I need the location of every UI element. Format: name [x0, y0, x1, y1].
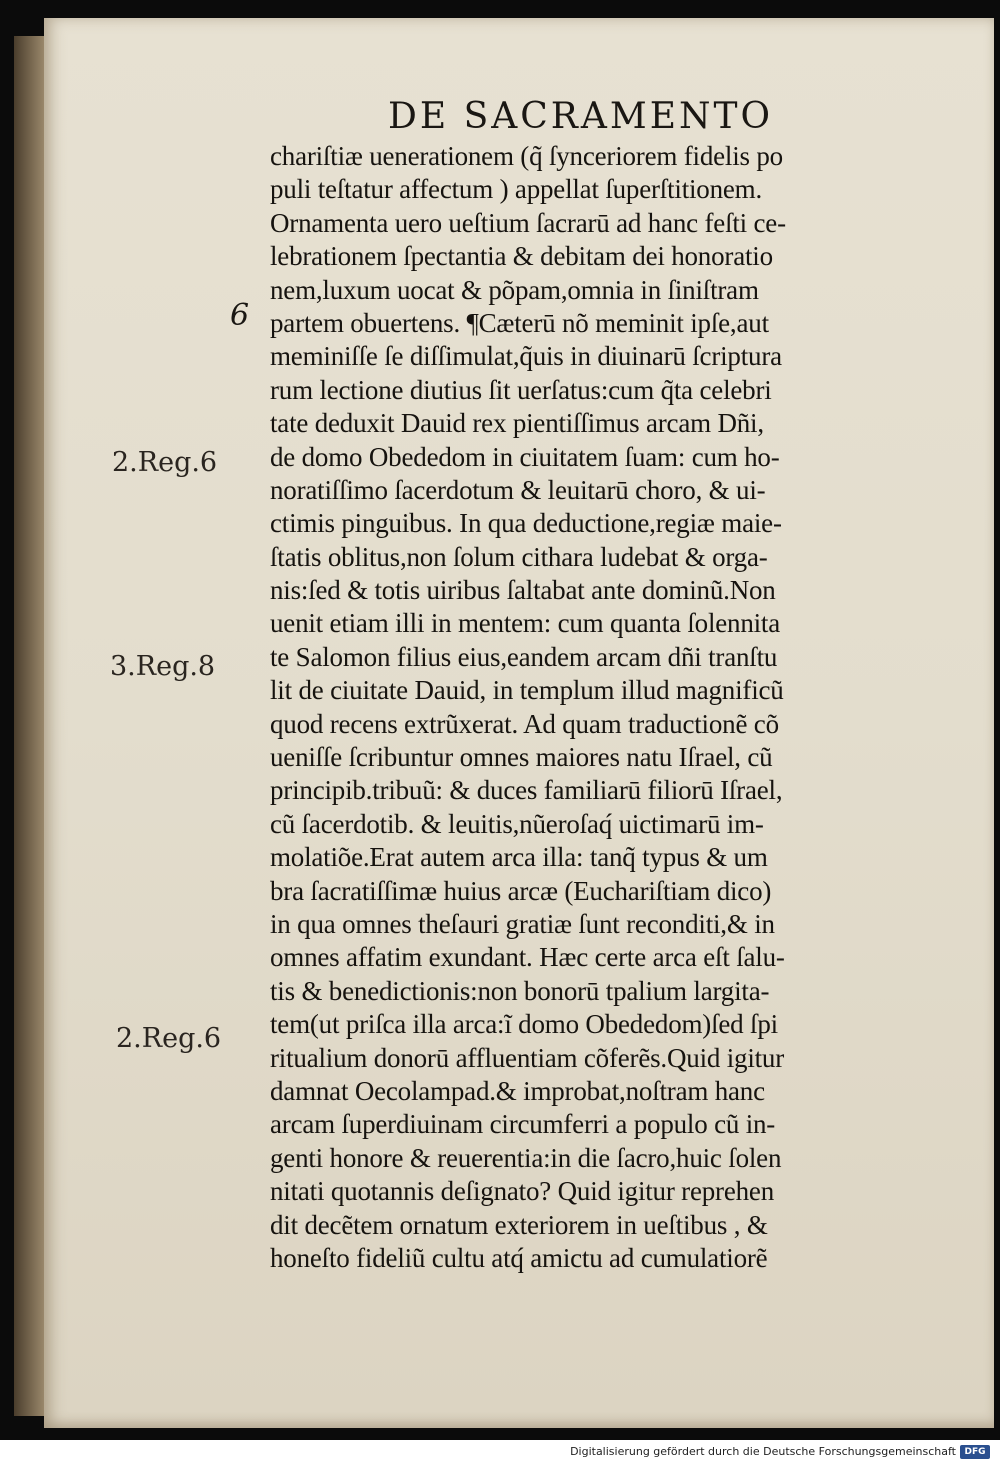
body-text — [270, 140, 950, 1275]
text-line: damnat Oecolampad.& improbat,noſtram hanc — [270, 1075, 765, 1106]
margin-note-reg-1: 2.Reg.6 — [112, 447, 218, 478]
text-line: nem,luxum uocat & põpam,omnia in ſiniſtram — [270, 274, 759, 305]
text-line: noratiſſimo ſacerdotum & leuitarū choro, & ui- — [270, 474, 766, 505]
footer-credit: Digitalisierung gefördert durch die Deutsche Forschungsgemeinschaft — [570, 1445, 956, 1458]
dfg-logo-icon: DFG — [960, 1445, 990, 1459]
text-line: cũ ſacerdotib. & leuitis,nũeroſaq́ uictimarū im- — [270, 808, 764, 839]
text-line: nitati quotannis deſignato? Quid igitur reprehen — [270, 1176, 775, 1207]
text-line: meminiſſe ſe diſſimulat,q̃uis in diuinarū ſcriptura — [270, 341, 782, 372]
folio-mark: 6 — [230, 298, 250, 333]
text-line: uenit etiam illi in mentem: cum quanta ſolennita — [270, 608, 781, 639]
text-line: ſtatis oblitus,non ſolum cithara ludebat & orga- — [270, 541, 768, 572]
text-line: principib.tribuũ: & duces familiarū filiorū Iſrael, — [270, 775, 783, 806]
text-line: dit decẽtem ornatum exteriorem in ueſtibus , & — [270, 1209, 768, 1240]
text-line: rum lectione diutius ſit uerſatus:cum q̃ta celebri — [270, 374, 772, 405]
text-line: genti honore & reuerentia:in die ſacro,huic ſolen — [270, 1142, 782, 1173]
text-line: in qua omnes theſauri gratiæ ſunt reconditi,& in — [270, 908, 775, 939]
margin-note-reg-2: 3.Reg.8 — [110, 651, 216, 682]
margin-note-reg-3: 2.Reg.6 — [116, 1023, 222, 1054]
text-line: arcam ſuperdiuinam circumferri a populo cũ in- — [270, 1109, 776, 1140]
text-line: puli teſtatur affectum ) appellat ſuperſtitionem. — [270, 174, 763, 205]
text-line: quod recens extrũxerat. Ad quam traductionẽ cõ — [270, 708, 779, 739]
text-line: tis & benedictionis:non bonorū tpalium largita- — [270, 975, 770, 1006]
text-line: te Salomon filius eius,eandem arcam dñi tranſtu — [270, 641, 778, 672]
text-line: ctimis pinguibus. In qua deductione,regiæ maie- — [270, 508, 782, 539]
text-line: de domo Obededom in ciuitatem ſuam: cum ho- — [270, 441, 780, 472]
text-line: lebrationem ſpectantia & debitam dei honoratio — [270, 241, 773, 272]
text-line: chariſtiæ uenerationem (q̃ ſynceriorem fidelis po — [270, 141, 783, 171]
text-line: partem obuertens. ¶Cæterū nõ meminit ipſe,aut — [270, 307, 769, 338]
text-line: omnes affatim exundant. Hæc certe arca eſt ſalu- — [270, 942, 785, 973]
text-line: nis:ſed & totis uiribus ſaltabat ante dominũ.Non — [270, 575, 776, 606]
text-line: tem(ut priſca illa arca:ĩ domo Obededom)ſed ſpi — [270, 1009, 778, 1040]
text-line: ritualium donorū affluentiam cõferẽs.Quid igitur — [270, 1042, 785, 1073]
text-line: bra ſacratiſſimæ huius arcæ (Euchariſtiam dico) — [270, 875, 772, 906]
text-line: molatiõe.Erat autem arca illa: tanq̃ typus & um — [270, 842, 768, 873]
running-head: DE SACRAMENTO — [388, 96, 774, 137]
text-line: ueniſſe ſcribuntur omnes maiores natu Iſrael, cũ — [270, 742, 773, 773]
text-line: tate deduxit Dauid rex pientiſſimus arcam Dñi, — [270, 408, 764, 439]
text-line: honeſto fideliũ cultu atq́ amictu ad cumulatiorẽ — [270, 1242, 768, 1273]
text-line: Ornamenta uero ueſtium ſacrarū ad hanc feſti ce- — [270, 207, 786, 238]
text-line: lit de ciuitate Dauid, in templum illud magnificũ — [270, 675, 784, 706]
